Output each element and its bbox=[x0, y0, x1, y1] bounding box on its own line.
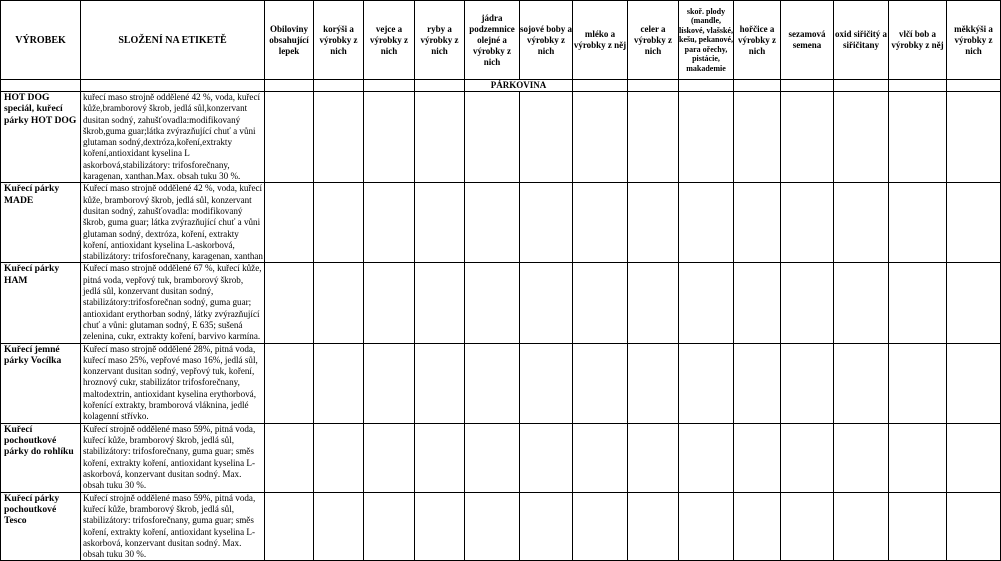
table-row bbox=[1, 263, 1001, 343]
product-name: Kuřecí jemné párky Vocílka bbox=[1, 343, 81, 423]
header-mustard: hořčice a výrobky z nich bbox=[734, 1, 781, 80]
table-row bbox=[1, 183, 1001, 263]
table-row bbox=[1, 492, 1001, 561]
table-row bbox=[1, 423, 1001, 492]
product-name: Kuřecí párky MADE bbox=[1, 183, 81, 263]
product-composition: Kuřecí strojně oddělené maso 59%, pitná voda, kuřecí kůže, bramborový škrob, jedlá sůl, stabilizátory: trifosforečnany, guma guar; směs koření, extrakty koření, antioxidant kyselina L-askorbová, konzervant dusitan sodný. Max. obsah tuku 30 %. bbox=[81, 423, 265, 492]
header-milk: mléko a výrobky z něj bbox=[573, 1, 628, 80]
header-peanuts: jádra podzemnice olejné a výrobky z nich bbox=[465, 1, 520, 80]
product-composition: kuřecí maso strojně oddělené 42 %, voda, kuřecí kůže,bramborový škrob, jedlá sůl,konzervant dusitan sodný, zahušťovadla:modifikovaný škrob,guma guar;látka zvýrazňující chuť a vůni glutaman sodný,dextróza,koření,extrakty koření,antioxidant kyselina L askorbová,stabilizátory: trifosforečnany, karagenan, xanthan.Max. obsah tuku 30 %. bbox=[81, 92, 265, 183]
header-eggs: vejce a výrobky z nich bbox=[364, 1, 415, 80]
product-name: Kuřecí pochoutkové párky do rohlíku bbox=[1, 423, 81, 492]
header-gluten: Obiloviny obsahující lepek bbox=[265, 1, 314, 80]
header-fish: ryby a výrobky z nich bbox=[415, 1, 465, 80]
table-row bbox=[1, 343, 1001, 423]
section-label: PÁRKOVINA bbox=[465, 80, 573, 92]
header-celery: celer a výrobky z nich bbox=[628, 1, 679, 80]
header-molluscs: měkkýši a výrobky z nich bbox=[947, 1, 1001, 80]
header-tree-nuts: skoř. plody (mandle, lískové, vlašské, kešu, pekanové, para ořechy, pistácie, makademie bbox=[679, 1, 734, 80]
product-composition: Kuřecí maso strojně oddělené 28%, pitná voda, kuřecí maso 25%, vepřové maso 16%, jedlá sůl, konzervant dusitan sodný, vepřový tuk, koření, hroznový cukr, stabilizátor trifosforečnany, maltodextrin, antioxidant kyselina erythorbová, kořenící extrakty, bramborová vláknina, jedlé kolagenní střívko. bbox=[81, 343, 265, 423]
header-soy: sojové boby a výrobky z nich bbox=[520, 1, 573, 80]
header-row bbox=[1, 1, 1001, 80]
product-composition: Kuřecí maso strojně oddělené 42 %, voda, kuřecí kůže, bramborový škrob, jedlá sůl, konzervant dusitan sodný, zahušťovadla: modifikovaný škrob, guma guar; látka zvýrazňující chuť a vůni glutaman sodný, dextróza, koření, extrakty koření, antioxidant kyselina L-askorbová, stabilizátory: trifosforečnany, karagenan, xanthan bbox=[81, 183, 265, 263]
header-crustaceans: korýši a výrobky z nich bbox=[314, 1, 364, 80]
table-row bbox=[1, 92, 1001, 183]
header-sulphites: oxid siřičitý a siřičitany bbox=[834, 1, 889, 80]
product-name: HOT DOG speciál, kuřecí párky HOT DOG bbox=[1, 92, 81, 183]
product-name: Kuřecí párky HAM bbox=[1, 263, 81, 343]
product-composition: Kuřecí maso strojně oddělené 67 %, kuřecí kůže, pitná voda, vepřový tuk, bramborový škrob, jedlá sůl, konzervant dusitan sodný, stabilizátory:trifosforečnan sodný, guma guar; antioxidant erythorban sodný, látky zvýrazňující chuť a vůni: glutaman sodný, E 635; sušená zelenina, cukr, extrakty koření, barvivo karmína. bbox=[81, 263, 265, 343]
header-sesame: sezamová semena bbox=[781, 1, 834, 80]
header-composition: SLOŽENÍ NA ETIKETĚ bbox=[81, 1, 265, 80]
header-product: VÝROBEK bbox=[1, 1, 81, 80]
product-name: Kuřecí párky pochoutkové Tesco bbox=[1, 492, 81, 561]
header-lupin: vlčí bob a výrobky z něj bbox=[889, 1, 947, 80]
product-composition: Kuřecí strojně oddělené maso 59%, pitná voda, kuřecí kůže, bramborový škrob, jedlá sůl, stabilizátory: trifosforečnany, guma guar; směs koření, extrakty koření, antioxidant kyselina L-askorbová, konzervant dusitan sodný. Max. obsah tuku 30 %. bbox=[81, 492, 265, 561]
section-band bbox=[1, 80, 1001, 92]
